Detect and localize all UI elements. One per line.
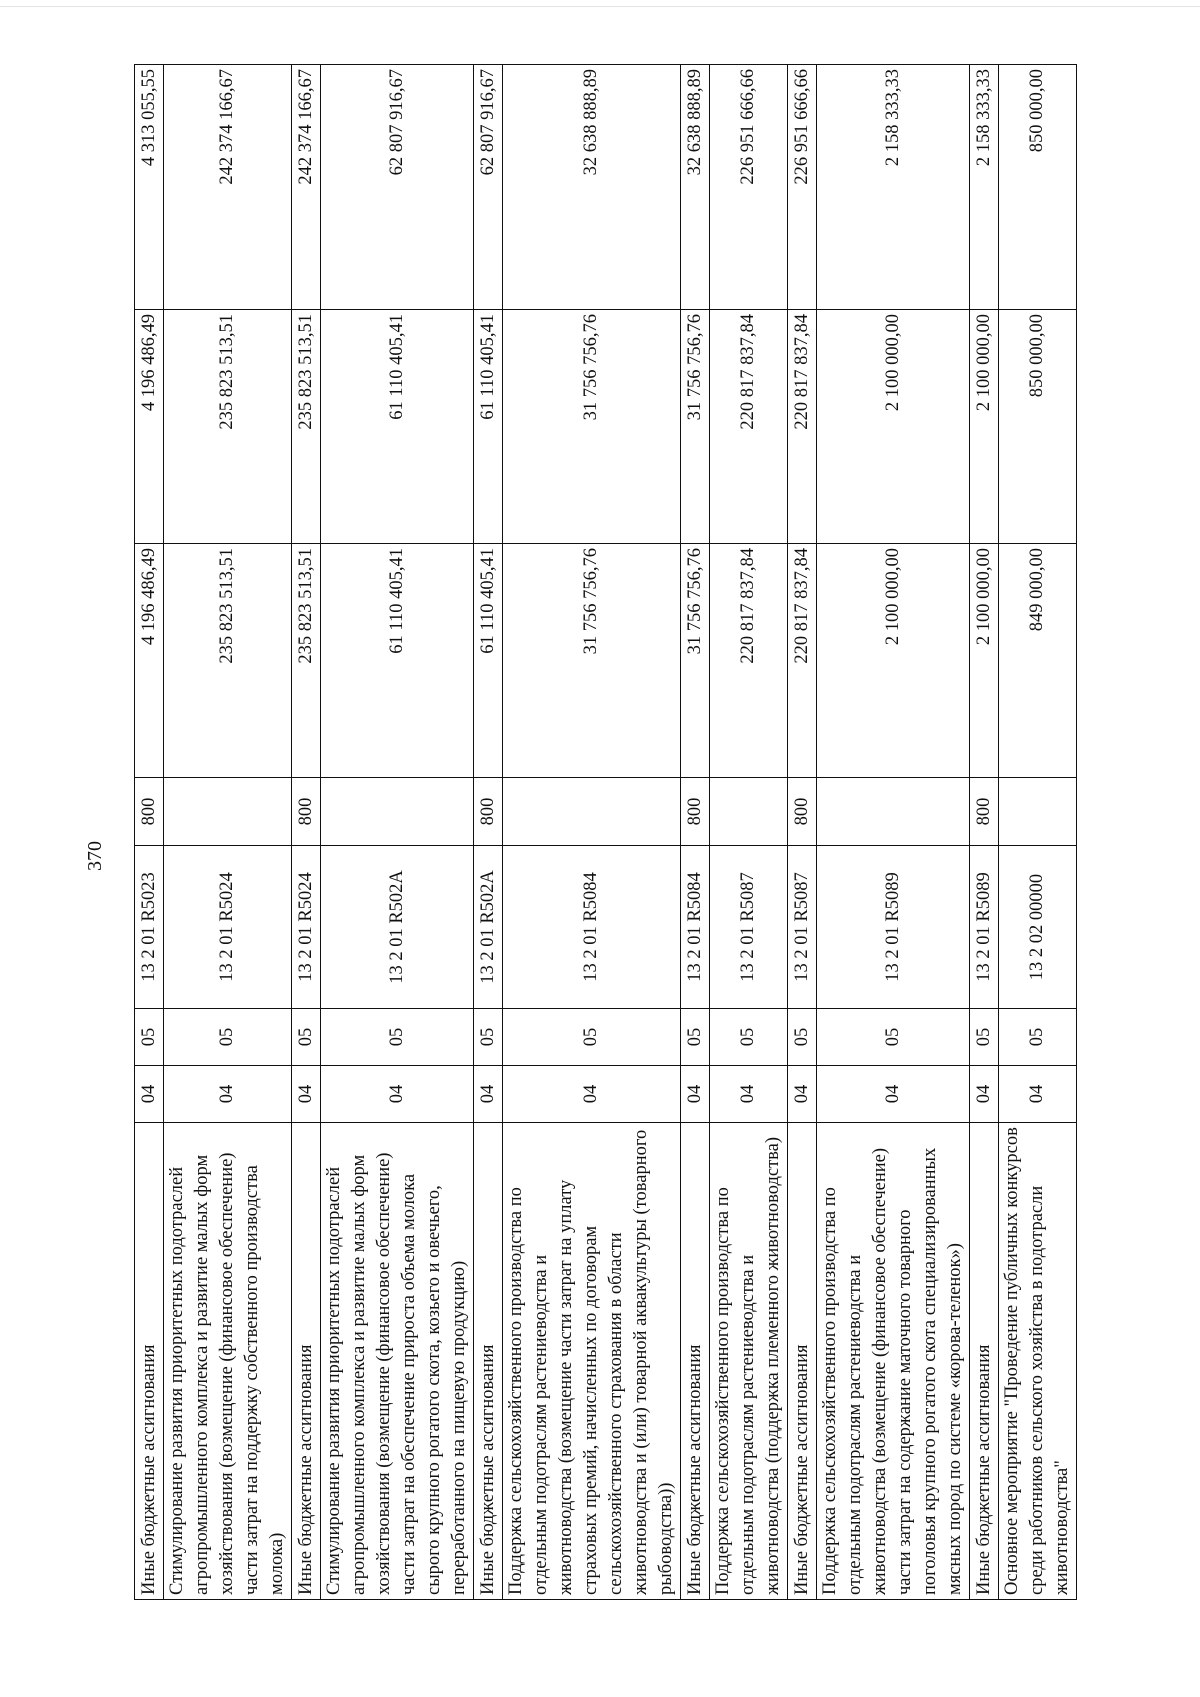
row-pr: 05 [474, 1009, 503, 1066]
row-amount-3: 242 374 166,67 [164, 65, 292, 310]
row-amount-2: 235 823 513,51 [164, 310, 292, 544]
row-amount-1: 220 817 837,84 [788, 544, 817, 778]
row-rz: 04 [710, 1066, 788, 1123]
table-row [681, 65, 710, 1600]
row-vr [503, 778, 681, 846]
row-vr [999, 778, 1077, 846]
table-row [970, 65, 999, 1600]
row-amount-3: 226 951 666,66 [788, 65, 817, 310]
row-amount-2: 2 100 000,00 [970, 310, 999, 544]
row-csr: 13 2 01 R502A [321, 846, 474, 1009]
row-vr: 800 [135, 778, 164, 846]
row-pr: 05 [999, 1009, 1077, 1066]
row-name: Иные бюджетные ассигнования [970, 1123, 999, 1600]
table-row [999, 65, 1077, 1600]
table-row [135, 65, 164, 1600]
scan-edge-line [0, 6, 1200, 7]
row-csr: 13 2 01 R5084 [681, 846, 710, 1009]
row-amount-3: 2 158 333,33 [817, 65, 970, 310]
row-amount-3: 4 313 055,55 [135, 65, 164, 310]
row-amount-1: 849 000,00 [999, 544, 1077, 778]
row-csr: 13 2 01 R5089 [970, 846, 999, 1009]
row-rz: 04 [503, 1066, 681, 1123]
row-name: Иные бюджетные ассигнования [292, 1123, 321, 1600]
row-amount-3: 226 951 666,66 [710, 65, 788, 310]
page-number: 370 [84, 841, 106, 871]
row-csr: 13 2 02 00000 [999, 846, 1077, 1009]
row-pr: 05 [135, 1009, 164, 1066]
table-row [164, 65, 292, 1600]
rotated-table-container [134, 65, 1084, 1600]
row-pr: 05 [164, 1009, 292, 1066]
row-csr: 13 2 01 R5023 [135, 846, 164, 1009]
row-csr: 13 2 01 R5024 [164, 846, 292, 1009]
row-amount-2: 850 000,00 [999, 310, 1077, 544]
row-amount-3: 242 374 166,67 [292, 65, 321, 310]
row-name: Иные бюджетные ассигнования [135, 1123, 164, 1600]
row-csr: 13 2 01 R5024 [292, 846, 321, 1009]
table-row [817, 65, 970, 1600]
row-rz: 04 [817, 1066, 970, 1123]
row-vr: 800 [788, 778, 817, 846]
row-vr [321, 778, 474, 846]
row-rz: 04 [321, 1066, 474, 1123]
row-amount-1: 2 100 000,00 [817, 544, 970, 778]
row-name: Стимулирование развития приоритетных подотраслей агропромышленного комплекса и развитие малых форм хозяйствования (возмещение (финансовое обеспечение) части затрат на обеспечение прироста объема молока сырого крупного рогатого скота, козьего и овечьего, переработанного на пищевую продукцию) [321, 1123, 474, 1600]
row-amount-2: 61 110 405,41 [474, 310, 503, 544]
row-vr: 800 [681, 778, 710, 846]
row-amount-1: 220 817 837,84 [710, 544, 788, 778]
row-amount-1: 235 823 513,51 [164, 544, 292, 778]
row-pr: 05 [710, 1009, 788, 1066]
row-amount-3: 850 000,00 [999, 65, 1077, 310]
row-pr: 05 [681, 1009, 710, 1066]
row-csr: 13 2 01 R5087 [710, 846, 788, 1009]
row-amount-2: 220 817 837,84 [788, 310, 817, 544]
row-rz: 04 [681, 1066, 710, 1123]
row-pr: 05 [321, 1009, 474, 1066]
table-row [788, 65, 817, 1600]
row-amount-3: 2 158 333,33 [970, 65, 999, 310]
row-csr: 13 2 01 R5089 [817, 846, 970, 1009]
row-name: Основное мероприятие "Проведение публичных конкурсов среди работников сельского хозяйства в подотрасли животноводства" [999, 1123, 1077, 1600]
table-row [292, 65, 321, 1600]
row-amount-1: 31 756 756,76 [503, 544, 681, 778]
row-pr: 05 [503, 1009, 681, 1066]
row-vr [164, 778, 292, 846]
table-row [321, 65, 474, 1600]
row-amount-1: 4 196 486,49 [135, 544, 164, 778]
table-row [503, 65, 681, 1600]
row-pr: 05 [788, 1009, 817, 1066]
row-name: Поддержка сельскохозяйственного производства по отдельным подотраслям растениеводства и животноводства (возмещение части затрат на уплату страховых премий, начисленных по договорам сельскохозяйственного страхования в области животноводства и (или) товарной аквакультуры (товарного рыбоводства)) [503, 1123, 681, 1600]
row-csr: 13 2 01 R502A [474, 846, 503, 1009]
row-amount-2: 61 110 405,41 [321, 310, 474, 544]
row-pr: 05 [817, 1009, 970, 1066]
row-vr: 800 [970, 778, 999, 846]
row-amount-2: 235 823 513,51 [292, 310, 321, 544]
row-csr: 13 2 01 R5084 [503, 846, 681, 1009]
row-amount-1: 61 110 405,41 [474, 544, 503, 778]
row-pr: 05 [292, 1009, 321, 1066]
row-name: Иные бюджетные ассигнования [474, 1123, 503, 1600]
row-amount-1: 2 100 000,00 [970, 544, 999, 778]
row-amount-1: 31 756 756,76 [681, 544, 710, 778]
row-amount-2: 31 756 756,76 [681, 310, 710, 544]
row-amount-2: 2 100 000,00 [817, 310, 970, 544]
row-rz: 04 [788, 1066, 817, 1123]
row-vr [710, 778, 788, 846]
row-name: Иные бюджетные ассигнования [681, 1123, 710, 1600]
row-amount-2: 4 196 486,49 [135, 310, 164, 544]
row-name: Поддержка сельскохозяйственного производства по отдельным подотраслям растениеводства и животноводства (возмещение (финансовое обеспечение) части затрат на содержание маточного товарного поголовья крупного рогатого скота специализированных мясных пород по системе «корова-теленок») [817, 1123, 970, 1600]
table-row [710, 65, 788, 1600]
row-amount-1: 235 823 513,51 [292, 544, 321, 778]
row-amount-3: 62 807 916,67 [321, 65, 474, 310]
row-vr [817, 778, 970, 846]
row-amount-3: 62 807 916,67 [474, 65, 503, 310]
row-amount-3: 32 638 888,89 [503, 65, 681, 310]
row-pr: 05 [970, 1009, 999, 1066]
row-vr: 800 [292, 778, 321, 846]
row-name: Стимулирование развития приоритетных подотраслей агропромышленного комплекса и развитие малых форм хозяйствования (возмещение (финансовое обеспечение) части затрат на поддержку собственного производства молока) [164, 1123, 292, 1600]
row-rz: 04 [292, 1066, 321, 1123]
row-amount-1: 61 110 405,41 [321, 544, 474, 778]
row-csr: 13 2 01 R5087 [788, 846, 817, 1009]
row-rz: 04 [970, 1066, 999, 1123]
table-row [474, 65, 503, 1600]
budget-table [134, 64, 1077, 1600]
table-body [135, 65, 1077, 1600]
row-name: Поддержка сельскохозяйственного производства по отдельным подотраслям растениеводства и животноводства (поддержка племенного животноводства) [710, 1123, 788, 1600]
row-amount-2: 220 817 837,84 [710, 310, 788, 544]
row-rz: 04 [164, 1066, 292, 1123]
row-name: Иные бюджетные ассигнования [788, 1123, 817, 1600]
row-rz: 04 [135, 1066, 164, 1123]
row-amount-2: 31 756 756,76 [503, 310, 681, 544]
row-rz: 04 [999, 1066, 1077, 1123]
row-amount-3: 32 638 888,89 [681, 65, 710, 310]
row-vr: 800 [474, 778, 503, 846]
row-rz: 04 [474, 1066, 503, 1123]
